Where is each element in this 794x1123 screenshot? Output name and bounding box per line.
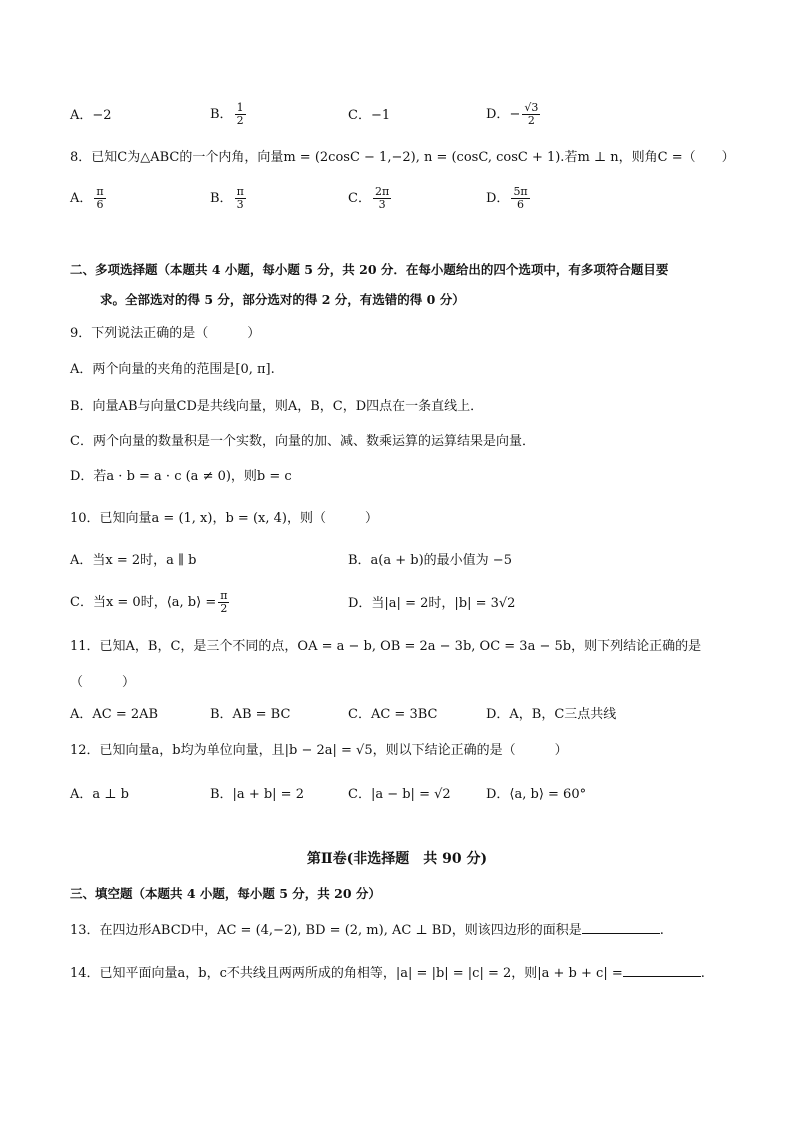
q11-option-b: B．AB = BC <box>210 707 291 722</box>
q10-option-a: A．当x = 2时，a ∥ b <box>70 553 197 568</box>
q10-option-c: C．当x = 0时，⟨a, b⟩ = $\frac{\pi}{2}$ <box>70 589 228 615</box>
q11-option-a: A．AC = 2AB <box>70 707 159 722</box>
q12-option-b: B．|a + b| = 2 <box>210 787 304 802</box>
q14-stem: 14．已知平面向量a，b，c不共线且两两所成的角相等，|a| = |b| = |c| = 2，则|a + b + c| = <box>70 966 623 981</box>
q8-option-a: A． $\frac{\pi}{6}$ <box>70 185 104 211</box>
q13-stem: 13．在四边形ABCD中，AC = (4,−2), BD = (2, m), AC ⊥ BD，则该四边形的面积是 <box>70 923 582 938</box>
q12-option-c: C．|a − b| = √2 <box>348 787 451 802</box>
q8-option-c: C． $\frac{2\pi}{3}$ <box>348 185 390 211</box>
part2-title: 第Ⅱ卷(非选择题 共 90 分) <box>306 851 488 867</box>
exam-page: A．−2 B． $\frac{1}{2}$ C．−1 D．− $\frac{√3}{2}$ 8．已知C为△ABC的一个内角，向量m = (2cosC − 1,−2), n = (cosC, cosC + 1).若m ⊥ n，则角C =（ ） A． $\frac{\pi}{6}$ B． $\frac{\pi}{3}$ C． $\frac{2\pi}{3}$ D． $\frac{5\pi}{6}$ 二、多项选择题（本题共 4 小题，每小题 5 分，共 20 分．在每小题给出的四个选项中，有多项符合题目要 求。全部选对的得 5 分，部分选对的得 2 分，有选错的得 0 分） 9．下列说法正确的是（ ） A．两个向量的夹角的范围是[0, π]. B．向量AB与向量CD是共线向量，则A，B，C，D四点在一条直线上． C．两个向量的数量积是一个实数，向量的加、减、数乘运算的运算结果是向量． D．若a · b = a · c (a ≠ 0)，则b = c 10．已知向量a = (1, x)，b = (x, 4)，则（ ） A．当x = 2时，a ∥ b B．a(a + b)的最小值为 −5 C．当x = 0时，⟨a, b⟩ = $\frac{\pi}{2}$ D．当|a| = 2时，|b| = 3√2 11．已知A，B，C，是三个不同的点，OA = a − b, OB = 2a − 3b, OC = 3a − 5b，则下列结论正确的是 （ ） A．AC = 2AB B．AB = BC C．AC = 3BC D．A，B，C三点共线 12．已知向量a，b均为单位向量，且|b − 2a| = √5，则以下结论正确的是（ ） A．a ⊥ b B．|a + b| = 2 C．|a − b| = √2 D．⟨a, b⟩ = 60° 第Ⅱ卷(非选择题 共 90 分) 三、填空题（本题共 4 小题，每小题 5 分，共 20 分） 13．在四边形ABCD中，AC = (4,−2), BD = (2, m), AC ⊥ BD，则该四边形的面积是 . 14．已知平面向量a，b，c不共线且两两所成的角相等，|a| = |b| = |c| = 2，则|a + b + c| = . <box>0 0 794 1123</box>
q7-option-d: D．− $\frac{√3}{2}$ <box>486 101 539 127</box>
q12-option-a: A．a ⊥ b <box>70 787 129 802</box>
q10-option-d: D．当|a| = 2时，|b| = 3√2 <box>348 596 516 611</box>
q12-option-d: D．⟨a, b⟩ = 60° <box>486 787 587 802</box>
q7-option-b: B． $\frac{1}{2}$ <box>210 101 244 127</box>
q7-option-c: C．−1 <box>348 108 391 123</box>
q11-option-d: D．A，B，C三点共线 <box>486 707 617 722</box>
q11-option-c: C．AC = 3BC <box>348 707 438 722</box>
q13-answer-blank[interactable] <box>582 919 660 934</box>
q14-answer-blank[interactable] <box>623 962 701 977</box>
q10-option-b: B．a(a + b)的最小值为 −5 <box>348 553 512 568</box>
q8-option-d: D． $\frac{5\pi}{6}$ <box>486 185 528 211</box>
q7-option-a: A．−2 <box>70 108 112 123</box>
q8-option-b: B． $\frac{\pi}{3}$ <box>210 185 244 211</box>
